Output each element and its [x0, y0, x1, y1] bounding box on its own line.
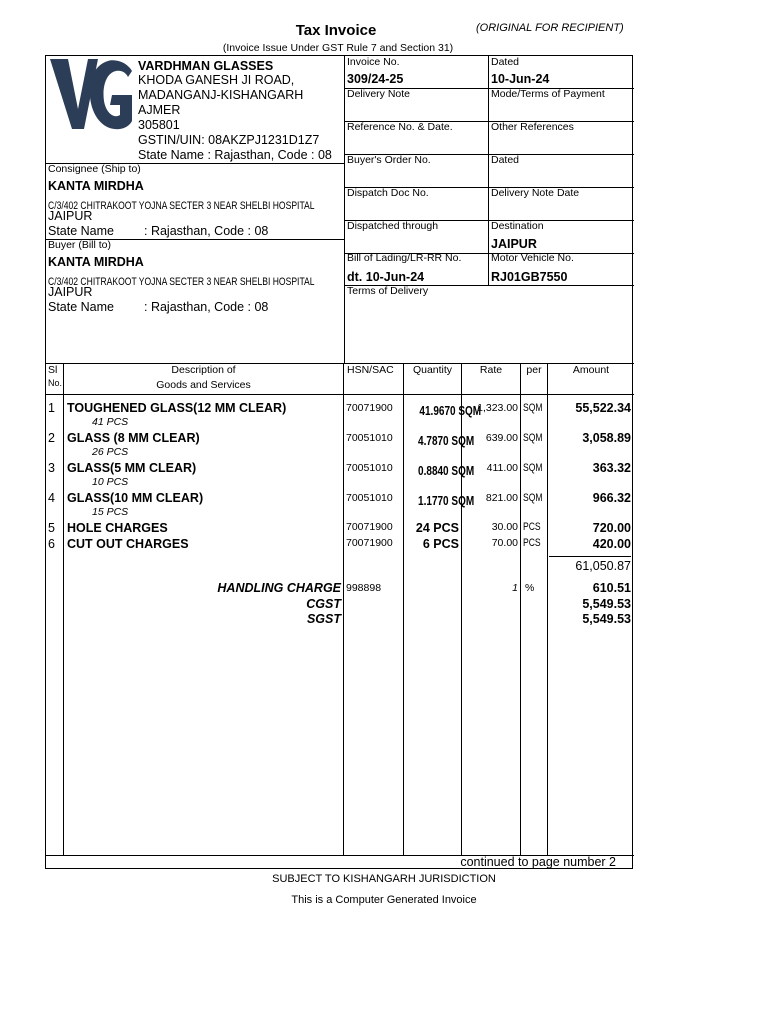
motor-vehicle: RJ01GB7550: [491, 270, 568, 284]
col-sl: Sl: [48, 364, 58, 376]
seller-state: State Name : Rajasthan, Code : 08: [138, 148, 332, 162]
handling-label: HANDLING CHARGE: [217, 581, 341, 595]
col-hsn: HSN/SAC: [347, 364, 394, 376]
delivery-note-date-label: Delivery Note Date: [491, 187, 580, 199]
item-sl: 1: [48, 401, 55, 415]
item-hsn: 70051010: [346, 432, 393, 444]
item-rate: 639.00: [485, 432, 518, 444]
col-desc-2: Goods and Services: [156, 379, 251, 391]
item-sub: 41 PCS: [92, 416, 129, 428]
item-sl: 3: [48, 461, 55, 475]
dispatched-through-label: Dispatched through: [347, 220, 439, 232]
item-desc: GLASS(10 MM CLEAR): [67, 491, 204, 505]
cgst-amount: 5,549.53: [582, 597, 631, 611]
item-rate: 821.00: [485, 492, 518, 504]
invoice-date: 10-Jun-24: [491, 72, 550, 86]
consignee-name: KANTA MIRDHA: [48, 179, 144, 193]
bill-of-lading-label: Bill of Lading/LR-RR No.: [347, 252, 462, 264]
item-rate: 1,323.00: [477, 402, 518, 414]
col-rate: Rate: [479, 364, 503, 376]
jurisdiction-note: SUBJECT TO KISHANGARH JURISDICTION: [272, 873, 496, 885]
item-hsn: 70051010: [346, 462, 393, 474]
item-amount: 966.32: [592, 491, 631, 505]
consignee-state-label: State Name: [48, 224, 115, 238]
item-per: SQM: [523, 462, 543, 474]
item-hsn: 70071900: [346, 521, 393, 533]
buyer-address: C/3/402 CHITRAKOOT YOJNA SECTER 3 NEAR SHELBI HOSPITAL: [48, 276, 315, 288]
col-per: per: [526, 364, 542, 376]
item-amount: 363.32: [592, 461, 631, 475]
item-qty: 41.9670 SQM: [419, 404, 482, 418]
col-sl-no: No.: [48, 378, 63, 388]
item-qty: 1.1770 SQM: [418, 494, 475, 508]
other-references-label: Other References: [491, 121, 574, 133]
item-qty: 0.8840 SQM: [418, 464, 475, 478]
seller-city: AJMER: [138, 103, 181, 117]
item-qty: 24 PCS: [415, 521, 459, 535]
subtotal: 61,050.87: [575, 559, 631, 573]
item-per: PCS: [523, 521, 541, 533]
continued-note: continued to page number 2: [460, 855, 616, 869]
sgst-label: SGST: [306, 612, 341, 626]
item-per: SQM: [523, 402, 543, 414]
original-note: (ORIGINAL FOR RECIPIENT): [476, 22, 624, 34]
col-desc-1: Description of: [171, 364, 236, 376]
item-desc: GLASS (8 MM CLEAR): [67, 431, 200, 445]
invoice-no: 309/24-25: [347, 72, 404, 86]
cgst-label: CGST: [306, 597, 341, 611]
item-per: PCS: [523, 537, 541, 549]
seller-gstin: GSTIN/UIN: 08AKZPJ1231D1Z7: [138, 133, 320, 147]
motor-vehicle-label: Motor Vehicle No.: [491, 252, 574, 264]
item-amount: 420.00: [592, 537, 631, 551]
consignee-heading: Consignee (Ship to): [48, 163, 141, 175]
col-qty: Quantity: [412, 364, 453, 376]
company-logo: [48, 57, 134, 131]
item-hsn: 70071900: [346, 537, 393, 549]
destination-label: Destination: [491, 220, 544, 232]
item-qty: 4.7870 SQM: [418, 434, 475, 448]
buyer-state-value: : Rajasthan, Code : 08: [144, 300, 269, 314]
invoice-no-label: Invoice No.: [347, 56, 400, 68]
consignee-state-value: : Rajasthan, Code : 08: [144, 224, 269, 238]
item-hsn: 70051010: [346, 492, 393, 504]
dated-label: Dated: [491, 56, 520, 68]
item-sl: 2: [48, 431, 55, 445]
invoice-title: Tax Invoice: [295, 22, 377, 39]
seller-pin: 305801: [138, 118, 180, 132]
item-sl: 4: [48, 491, 55, 505]
item-sub: 15 PCS: [92, 506, 129, 518]
seller-address-2: MADANGANJ-KISHANGARH: [138, 88, 304, 102]
buyer-name: KANTA MIRDHA: [48, 255, 144, 269]
invoice-subtitle: (Invoice Issue Under GST Rule 7 and Section 31): [222, 42, 454, 54]
item-desc: TOUGHENED GLASS(12 MM CLEAR): [67, 401, 287, 415]
terms-of-delivery-label: Terms of Delivery: [347, 285, 429, 297]
item-rate: 70.00: [491, 537, 518, 549]
reference-label: Reference No. & Date.: [347, 121, 453, 133]
handling-rate: 1: [512, 582, 518, 594]
computer-generated-note: This is a Computer Generated Invoice: [291, 894, 477, 906]
item-amount: 3,058.89: [582, 431, 631, 445]
item-desc: GLASS(5 MM CLEAR): [67, 461, 197, 475]
buyers-order-label: Buyer's Order No.: [347, 154, 431, 166]
item-sl: 5: [48, 521, 55, 535]
item-desc: HOLE CHARGES: [67, 521, 168, 535]
seller-address-1: KHODA GANESH JI ROAD,: [138, 73, 295, 87]
item-amount: 720.00: [592, 521, 631, 535]
item-per: SQM: [523, 492, 543, 504]
handling-hsn: 998898: [346, 582, 382, 594]
buyer-state-label: State Name: [48, 300, 115, 314]
item-hsn: 70071900: [346, 402, 393, 414]
seller-name: VARDHMAN GLASSES: [138, 59, 274, 73]
sgst-amount: 5,549.53: [582, 612, 631, 626]
mode-terms-label: Mode/Terms of Payment: [491, 88, 605, 100]
item-sub: 26 PCS: [92, 446, 129, 458]
bill-of-lading: dt. 10-Jun-24: [347, 270, 425, 284]
item-rate: 30.00: [491, 521, 518, 533]
item-amount: 55,522.34: [575, 401, 631, 415]
delivery-note-label: Delivery Note: [347, 88, 411, 100]
item-qty: 6 PCS: [422, 537, 459, 551]
destination: JAIPUR: [491, 237, 537, 251]
buyer-city: JAIPUR: [48, 285, 93, 299]
handling-amount: 610.51: [592, 581, 631, 595]
consignee-address: C/3/402 CHITRAKOOT YOJNA SECTER 3 NEAR SHELBI HOSPITAL: [48, 200, 315, 212]
consignee-city: JAIPUR: [48, 209, 93, 223]
buyer-heading: Buyer (Bill to): [48, 239, 112, 251]
invoice-frame: [45, 55, 633, 869]
item-desc: CUT OUT CHARGES: [67, 537, 189, 551]
item-sub: 10 PCS: [92, 476, 129, 488]
item-sl: 6: [48, 537, 55, 551]
dated2-label: Dated: [491, 154, 520, 166]
dispatch-doc-label: Dispatch Doc No.: [347, 187, 429, 199]
item-per: SQM: [523, 432, 543, 444]
handling-per: %: [525, 582, 535, 594]
item-rate: 411.00: [486, 462, 518, 474]
col-amount: Amount: [572, 364, 610, 376]
